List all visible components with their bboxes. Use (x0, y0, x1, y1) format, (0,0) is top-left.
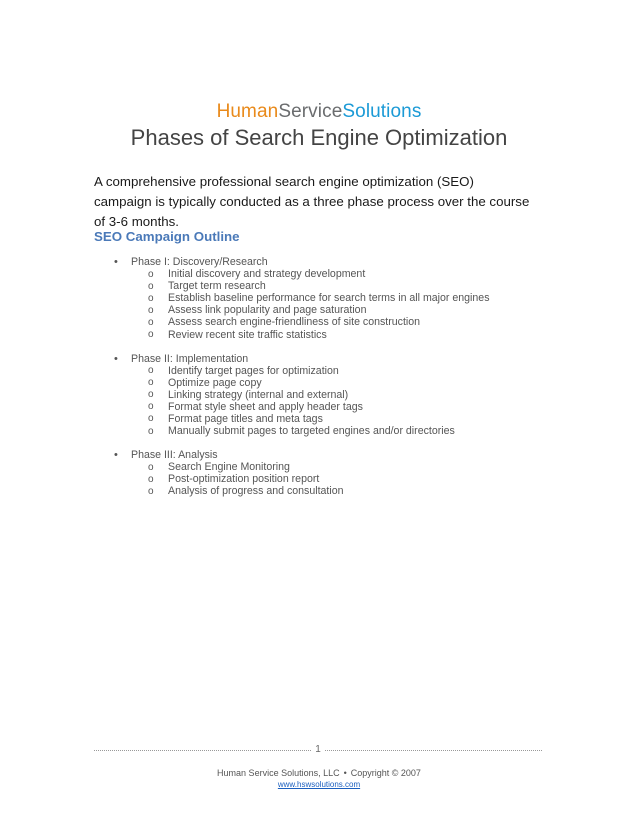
list-item-label: Review recent site traffic statistics (168, 328, 327, 341)
phase-label: Phase II: Implementation (131, 352, 249, 365)
sub-bullet-icon: o (148, 413, 154, 425)
sub-bullet-icon: o (148, 280, 154, 292)
list-item-label: Optimize page copy (168, 376, 262, 389)
sub-bullet-icon: o (148, 425, 154, 437)
sub-bullet-icon: o (148, 316, 154, 328)
list-item (114, 461, 534, 473)
phase-3 (114, 449, 534, 497)
footer-dotted-line-right (325, 750, 542, 751)
sub-bullet-icon: o (148, 389, 154, 401)
list-item-label: Initial discovery and strategy development (168, 268, 366, 281)
company-logo (0, 101, 638, 123)
list-item (114, 377, 534, 389)
list-item-label: Identify target pages for optimization (168, 364, 339, 377)
footer-company: Human Service Solutions, LLC (217, 768, 340, 778)
logo-part-human: Human (216, 101, 279, 122)
phase-1 (114, 256, 534, 341)
list-item-label: Format style sheet and apply header tags (168, 400, 363, 413)
intro-paragraph: A comprehensive professional search engine optimization (SEO) campaign is typically conducted as a three phase process over the course of 3-6 months. (94, 174, 530, 229)
outline-heading: SEO Campaign Outline (94, 229, 240, 244)
list-item (114, 280, 534, 292)
list-item-label: Assess link popularity and page saturation (168, 304, 367, 317)
list-item-label: Search Engine Monitoring (168, 461, 290, 474)
phase-label: Phase III: Analysis (131, 449, 218, 462)
list-item (114, 292, 534, 304)
footer-dotted-line-left (94, 750, 311, 751)
bullet-icon: • (114, 449, 118, 462)
sub-bullet-icon: o (148, 377, 154, 389)
sub-bullet-icon: o (148, 473, 154, 485)
list-item-label: Manually submit pages to targeted engines and/or directories (168, 425, 455, 438)
list-item-label: Establish baseline performance for search terms in all major engines (168, 292, 490, 305)
phase-label: Phase I: Discovery/Research (131, 256, 268, 268)
sub-bullet-icon: o (148, 304, 154, 316)
list-item (114, 485, 534, 497)
sub-bullet-icon: o (148, 401, 154, 413)
footer-website-link[interactable]: www.hswsolutions.com (277, 780, 361, 789)
list-item (114, 413, 534, 425)
list-item (114, 473, 534, 485)
sub-bullet-icon: o (148, 329, 154, 341)
list-item (114, 328, 534, 340)
logo-part-service: Service (278, 101, 343, 122)
list-item-label: Linking strategy (internal and external) (168, 388, 349, 401)
bullet-icon: • (114, 352, 118, 365)
phase-2 (114, 353, 534, 438)
list-item (114, 268, 534, 280)
logo-part-solutions: Solutions (342, 101, 422, 122)
sub-bullet-icon: o (148, 292, 154, 304)
list-item-label: Post-optimization position report (168, 473, 320, 486)
footer-rule (94, 745, 542, 755)
sub-bullet-icon: o (148, 365, 154, 377)
footer-separator: • (343, 768, 347, 778)
list-item (114, 425, 534, 437)
page-title: Phases of Search Engine Optimization (130, 125, 508, 150)
sub-bullet-icon: o (148, 461, 154, 473)
list-item-label: Target term research (168, 280, 266, 293)
list-item (114, 365, 534, 377)
campaign-outline (114, 256, 534, 509)
bullet-icon: • (114, 256, 118, 268)
page-number: 1 (315, 744, 321, 755)
footer-credits (0, 768, 638, 778)
list-item-label: Analysis of progress and consultation (168, 485, 344, 498)
list-item-label: Assess search engine-friendliness of site construction (168, 316, 421, 329)
sub-bullet-icon: o (148, 268, 154, 280)
sub-bullet-icon: o (148, 485, 154, 497)
list-item (114, 304, 534, 316)
list-item (114, 389, 534, 401)
footer-copyright: Copyright © 2007 (350, 768, 421, 778)
list-item (114, 316, 534, 328)
list-item (114, 401, 534, 413)
list-item-label: Format page titles and meta tags (168, 412, 323, 425)
